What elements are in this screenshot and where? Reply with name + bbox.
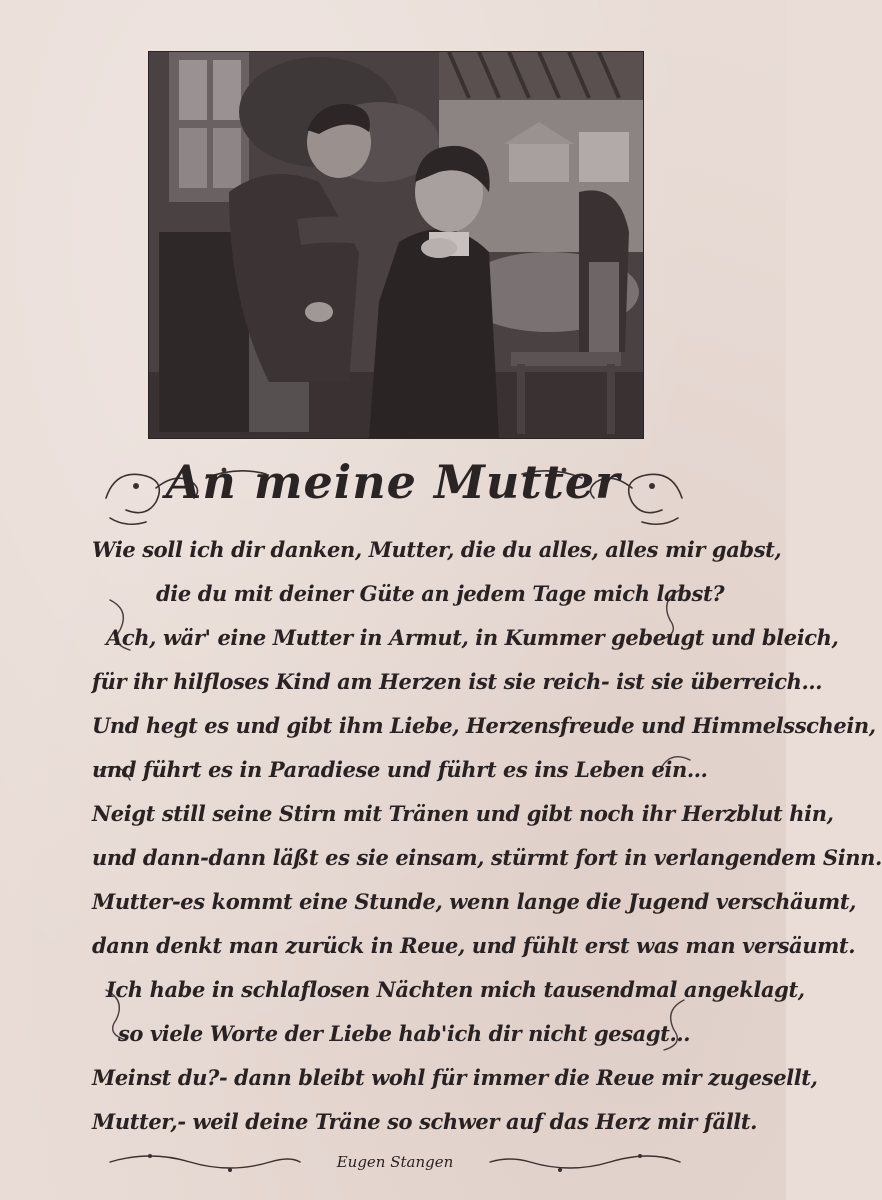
mother-son-illustration xyxy=(149,52,643,438)
poem-line: Neigt still seine Stirn mit Tränen und gibt noch ihr Herzblut hin, xyxy=(92,801,834,826)
poem-line: dann denkt man zurück in Reue, und fühlt erst was man versäumt. xyxy=(92,933,856,958)
poem-line: Wie soll ich dir danken, Mutter, die du alles, alles mir gabst, xyxy=(92,537,782,562)
poem-line: und führt es in Paradiese und führt es ins Leben ein… xyxy=(92,757,708,782)
poem-line: Mutter-es kommt eine Stunde, wenn lange die Jugend verschäumt, xyxy=(92,889,857,914)
poem-line: für ihr hilfloses Kind am Herzen ist sie reich- ist sie überreich… xyxy=(92,669,823,694)
poem-body xyxy=(92,536,882,1152)
poem-line: Und hegt es und gibt ihm Liebe, Herzensfreude und Himmelsschein, xyxy=(92,713,876,738)
poem-line: und dann-dann läßt es sie einsam, stürmt fort in verlangendem Sinn. xyxy=(92,845,882,870)
poem-line: die du mit deiner Güte an jedem Tage mich labst? xyxy=(156,581,725,606)
author-signature: Eugen Stangen xyxy=(336,1153,454,1171)
poem-line: Ich habe in schlaflosen Nächten mich tausendmal angeklagt, xyxy=(106,977,805,1002)
poem-line: Ach, wär' eine Mutter in Armut, in Kummer gebeugt und bleich, xyxy=(106,625,839,650)
poem-line: Meinst du?- dann bleibt wohl für immer die Reue mir zugesellt, xyxy=(92,1065,818,1090)
poem-line: Mutter,- weil deine Träne so schwer auf das Herz mir fällt. xyxy=(92,1109,758,1134)
poem-line: so viele Worte der Liebe hab'ich dir nicht gesagt… xyxy=(118,1021,691,1046)
poem-title: An meine Mutter xyxy=(165,455,621,509)
